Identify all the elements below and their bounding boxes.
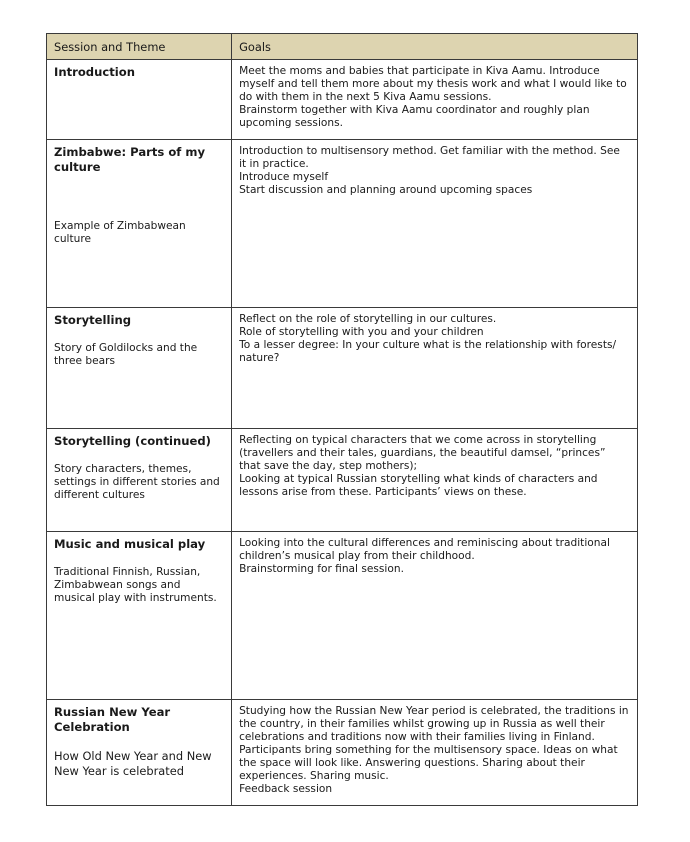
session-title: Storytelling [54,313,132,327]
session-description: Traditional Finnish, Russian, Zimbabwean songs and musical play with instruments. [54,566,217,604]
session-cell [47,308,232,429]
session-description: Example of Zimbabwean culture [54,220,186,245]
session-cell [47,140,232,308]
goals-cell [232,140,638,308]
goal-line: Meet the moms and babies that participate in Kiva Aamu. Introduce myself and tell them more about my thesis work and what I would like to do with them in the next 5 Kiva Aamu sessions. [239,65,627,103]
goal-line: Introduction to multisensory method. Get familiar with the method. See it in practice. [239,145,620,170]
goal-line: Brainstorming for final session. [239,563,404,575]
goals-cell [232,429,638,532]
session-cell [47,60,232,140]
table-header-row [47,34,638,60]
session-description: Story characters, themes, settings in different stories and different cultures [54,463,220,501]
session-cell [47,700,232,806]
goal-line: Looking at typical Russian storytelling what kinds of characters and lessons arise from these. Participants’ views on these. [239,473,598,498]
goal-line: Studying how the Russian New Year period is celebrated, the traditions in the country, in their families whilst growing up in Russia as well their celebrations and traditions now with their families living in Finland. [239,705,629,743]
goal-line: Participants bring something for the multisensory space. Ideas on what the space will look like. Answering questions. Sharing about their experiences. Sharing music. [239,744,618,782]
goal-line: Introduce myself [239,171,329,183]
table-row [47,700,638,806]
table-row [47,429,638,532]
session-title: Russian New Year Celebration [54,705,171,734]
session-plan-table [46,33,638,806]
session-description: How Old New Year and New New Year is celebrated [54,749,212,778]
table-row [47,308,638,429]
session-title: Introduction [54,65,135,79]
table-row [47,140,638,308]
session-cell [47,429,232,532]
table-row [47,532,638,700]
goals-cell [232,532,638,700]
goal-line: Role of storytelling with you and your children [239,326,484,338]
goal-line: Looking into the cultural differences and reminiscing about traditional children’s musical play from their childhood. [239,537,610,562]
goal-line: Feedback session [239,783,333,795]
goal-line: Start discussion and planning around upcoming spaces [239,184,533,196]
session-title: Music and musical play [54,537,206,551]
goal-line: Brainstorm together with Kiva Aamu coordinator and roughly plan upcoming sessions. [239,104,590,129]
session-title: Zimbabwe: Parts of my culture [54,145,206,174]
goals-cell [232,308,638,429]
goals-cell [232,700,638,806]
table-row [47,60,638,140]
session-description: Story of Goldilocks and the three bears [54,342,198,367]
header-session-and-theme: Session and Theme [47,34,232,60]
session-title: Storytelling (continued) [54,434,211,448]
goals-cell [232,60,638,140]
goal-line: To a lesser degree: In your culture what is the relationship with forests/ nature? [239,339,617,364]
header-goals: Goals [232,34,638,60]
goal-line: Reflecting on typical characters that we come across in storytelling (travellers and their tales, guardians, the beautiful damsel, “princes” that save the day, step mothers); [239,434,606,472]
goal-line: Reflect on the role of storytelling in our cultures. [239,313,497,325]
session-cell [47,532,232,700]
